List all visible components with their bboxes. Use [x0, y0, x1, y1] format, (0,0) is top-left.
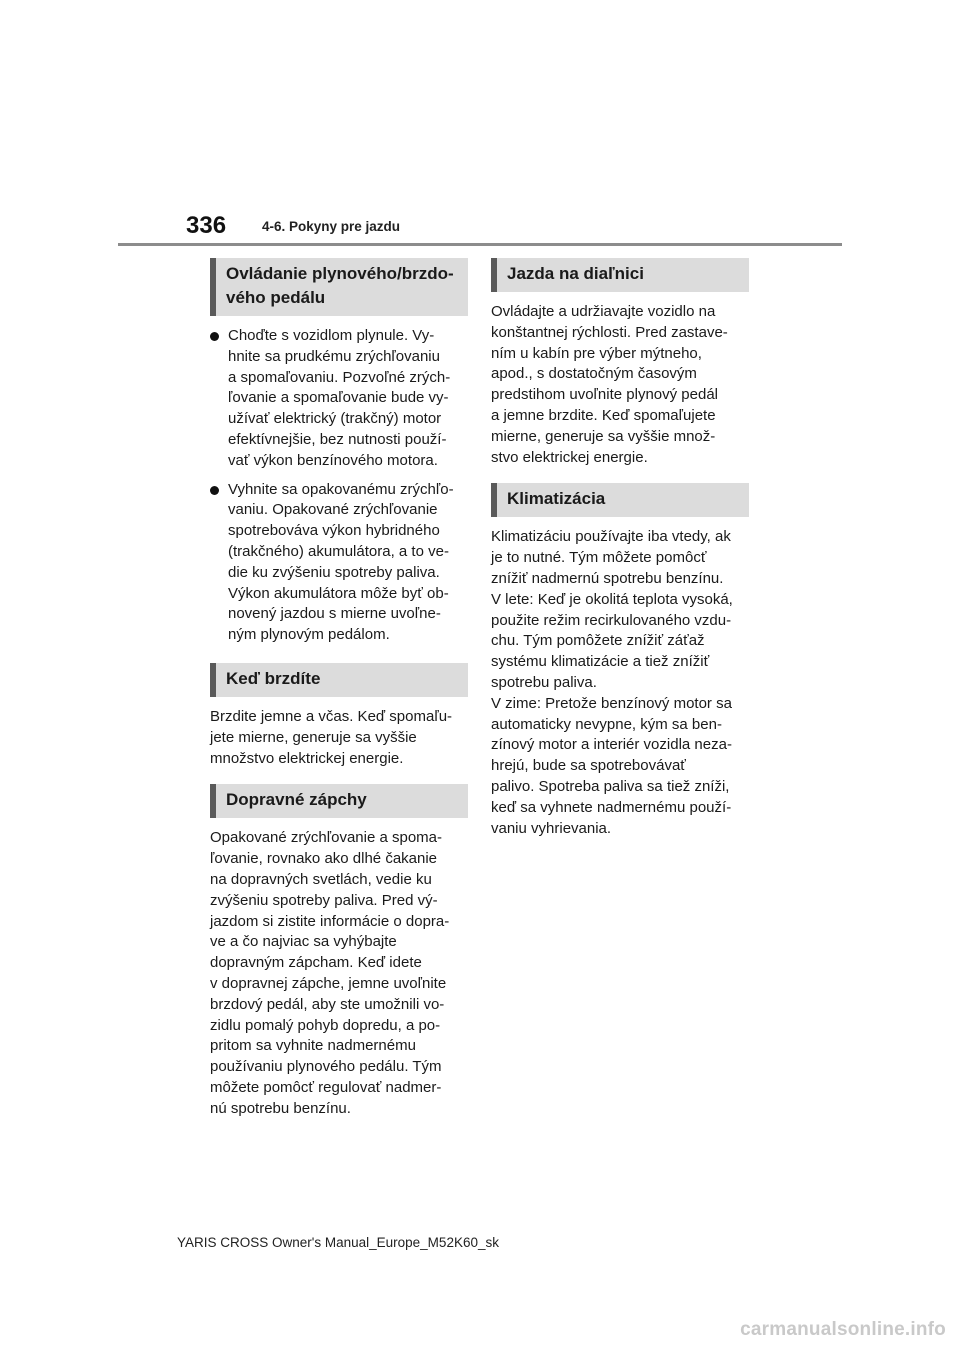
line: chu. Tým pomôžete znížiť záťaž [491, 632, 705, 650]
line: spotrebováva výkon hybridného [228, 522, 440, 540]
line: jazdom si zistite informácie o dopra- [210, 912, 450, 930]
heading-highway: Jazda na diaľnici [491, 258, 749, 292]
paragraph-highway [491, 302, 749, 468]
page-number: 336 [186, 212, 227, 239]
line: hrejú, bude sa spotrebovávať [491, 757, 686, 775]
line: a jemne brzdite. Keď spomaľujete [491, 406, 716, 424]
line: Vyhnite sa opakovanému zrýchľo- [228, 480, 454, 498]
line: automaticky nevypne, kým sa ben- [491, 715, 722, 733]
line: Opakované zrýchľovanie a spoma- [210, 829, 442, 847]
paragraph-braking [210, 707, 468, 769]
heading-line: Ovládanie plynového/brzdo- [226, 264, 454, 283]
right-column [491, 258, 749, 839]
line: Brzdite jemne a včas. Keď spomaľu- [210, 707, 453, 725]
line: novený jazdou s mierne uvoľne- [228, 605, 441, 623]
line: zidlu pomalý pohyb dopredu, a po- [210, 1016, 441, 1034]
heading-line: vého pedálu [226, 288, 326, 307]
heading-air-conditioning: Klimatizácia [491, 483, 749, 517]
line: ľovanie a spomaľovanie bude vy- [228, 389, 449, 407]
line: na dopravných svetlách, vedie ku [210, 870, 432, 888]
left-column [210, 258, 468, 1120]
header-rule [118, 243, 842, 246]
line: efektívnejšie, bez nutnosti použí- [228, 430, 447, 448]
line: keď sa vyhnete nadmernému použí- [491, 798, 732, 816]
line: zvýšeniu spotreby paliva. Pred vý- [210, 891, 438, 909]
paragraph-traffic-jams [210, 828, 468, 1119]
line: je to nutné. Tým môžete pomôcť [491, 549, 707, 567]
line: konštantnej rýchlosti. Pred zastave- [491, 323, 728, 341]
line: mierne, generuje sa vyššie množ- [491, 427, 716, 445]
line: brzdový pedál, aby ste umožnili vo- [210, 995, 445, 1013]
line: Klimatizáciu používajte iba vtedy, ak [491, 528, 731, 546]
footer-manual-id: YARIS CROSS Owner's Manual_Europe_M52K60_sk [177, 1235, 499, 1250]
line: zínový motor a interiér vozidla neza- [491, 736, 732, 754]
line: množstvo elektrickej energie. [210, 749, 404, 767]
line: jete mierne, generuje sa vyššie [210, 728, 417, 746]
line: Choďte s vozidlom plynule. Vy- [228, 327, 435, 344]
line: užívať elektrický (trakčný) motor [228, 410, 442, 428]
section-title: 4-6. Pokyny pre jazdu [262, 219, 401, 234]
line: ným plynovým pedálom. [228, 626, 390, 644]
line: dopravným zápcham. Keď idete [210, 954, 422, 972]
line: pritom sa vyhnite nadmernému [210, 1037, 416, 1055]
line: die ku zvýšeniu spotreby paliva. [228, 563, 440, 581]
bullet-icon [210, 332, 219, 341]
line: znížiť nadmernú spotrebu benzínu. [491, 569, 724, 587]
line: ľovanie, rovnako ako dlhé čakanie [210, 850, 438, 868]
line: V zime: Pretože benzínový motor sa [491, 694, 732, 712]
line: ve a čo najviac sa vyhýbajte [210, 933, 397, 951]
watermark: carmanualsonline.info [740, 1319, 946, 1340]
heading-braking: Keď brzdíte [210, 663, 468, 697]
line: V lete: Keď je okolitá teplota vysoká, [491, 590, 733, 608]
line: môžete pomôcť regulovať nadmer- [210, 1078, 442, 1096]
bullet-item-avoid-acceleration [210, 480, 468, 646]
bullet-list [210, 326, 468, 646]
line: spotrebu paliva. [491, 673, 597, 691]
line: Výkon akumulátora môže byť ob- [228, 584, 449, 602]
line: použite režim recirkulovaného vzdu- [491, 611, 732, 629]
heading-traffic-jams: Dopravné zápchy [210, 784, 468, 818]
heading-pedal-control [210, 258, 468, 316]
line: hnite sa prudkému zrýchľovaniu [228, 347, 440, 365]
line: (trakčného) akumulátora, a to ve- [228, 542, 449, 560]
bullet-item-smooth-driving [210, 326, 468, 472]
line: vať výkon benzínového motora. [228, 451, 438, 469]
line: a spomaľovaniu. Pozvoľné zrých- [228, 368, 451, 386]
line: apod., s dostatočným časovým [491, 365, 697, 383]
line: predstihom uvoľnite plynový pedál [491, 386, 719, 404]
line: palivo. Spotreba paliva sa tiež zníži, [491, 777, 730, 795]
line: systému klimatizácie a tiež znížiť [491, 653, 710, 671]
line: stvo elektrickej energie. [491, 448, 648, 466]
paragraph-air-conditioning [491, 527, 749, 839]
line: používaniu plynového pedálu. Tým [210, 1058, 442, 1076]
line: v dopravnej zápche, jemne uvoľnite [210, 974, 447, 992]
line: ním u kabín pre výber mýtneho, [491, 344, 702, 362]
bullet-icon [210, 486, 219, 495]
line: nú spotrebu benzínu. [210, 1099, 351, 1117]
line: Ovládajte a udržiavajte vozidlo na [491, 303, 716, 320]
line: vaniu vyhrievania. [491, 819, 612, 837]
line: vaniu. Opakované zrýchľovanie [228, 501, 438, 519]
